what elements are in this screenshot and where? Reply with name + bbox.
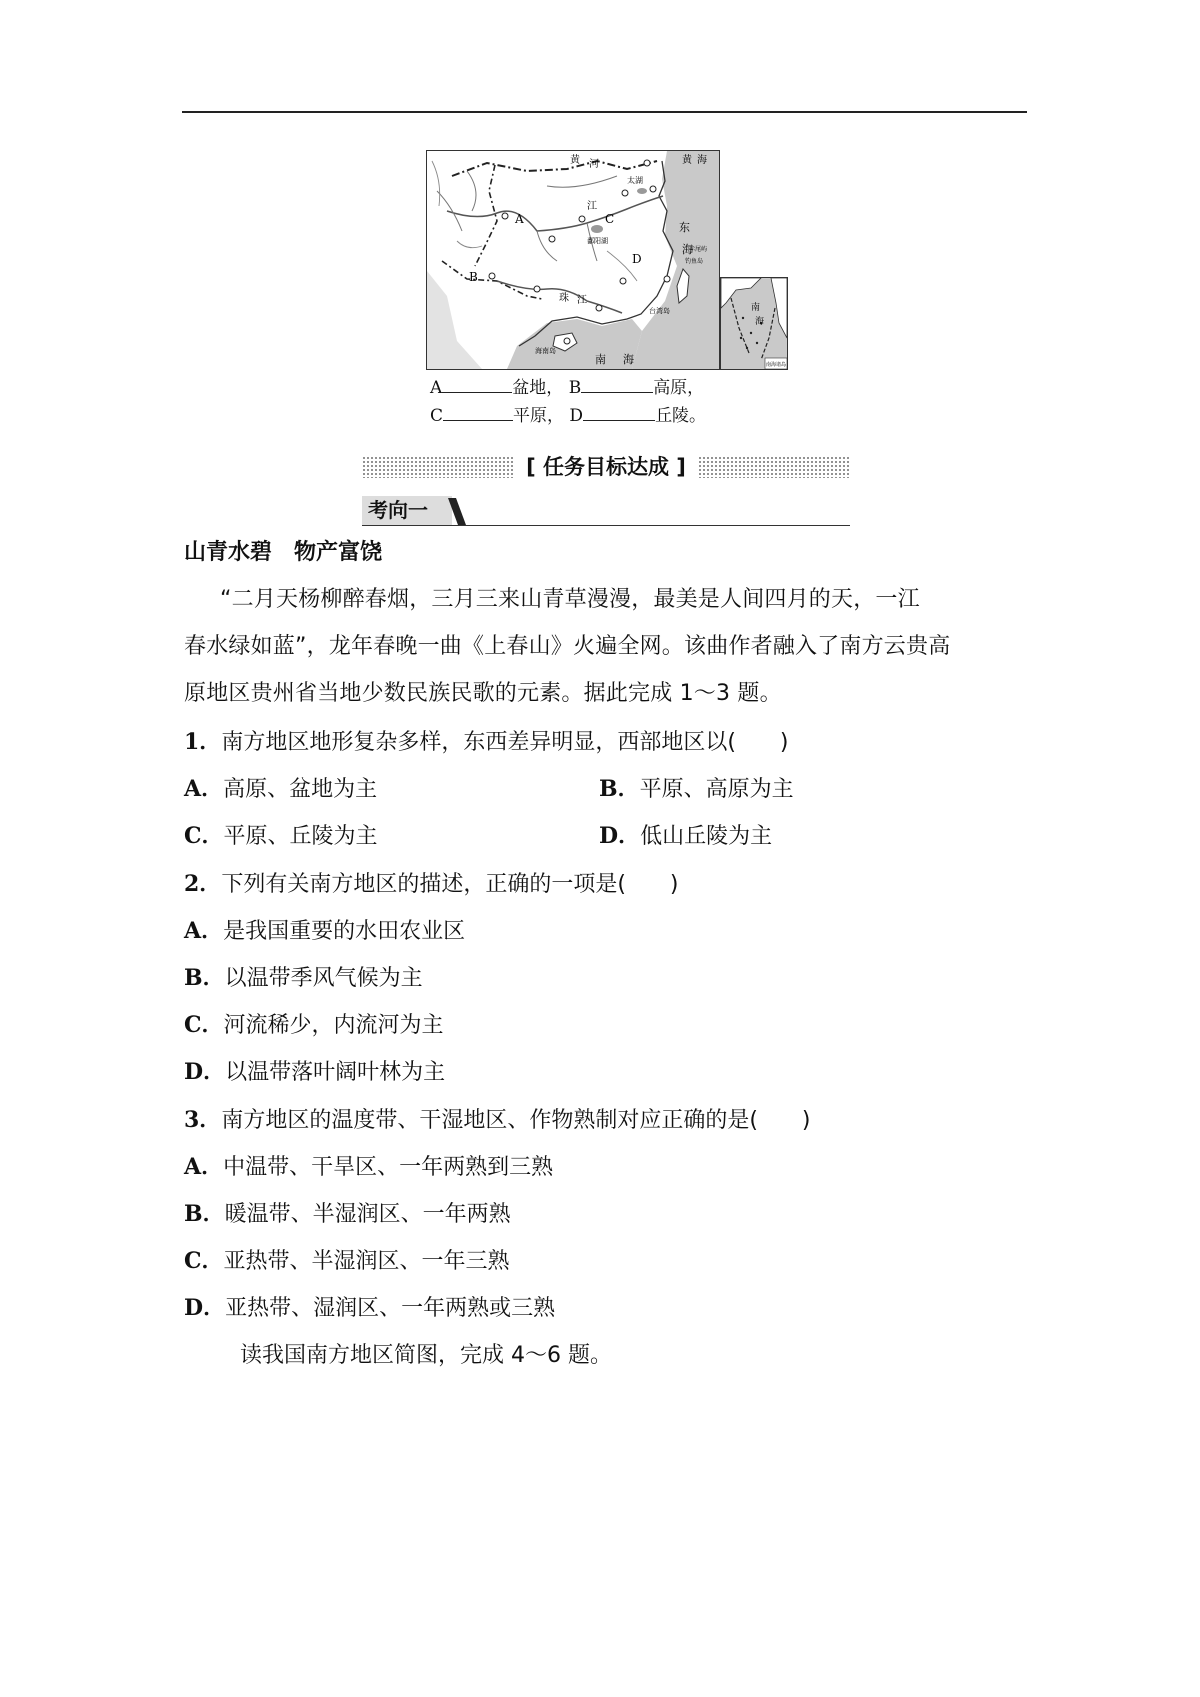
city-marker xyxy=(620,278,626,284)
hai-label: 海 xyxy=(697,155,707,166)
question-1-option-d[interactable]: D．低山丘陵为主 xyxy=(599,823,773,849)
question-3-option-d[interactable]: D．亚热带、湿润区、一年两熟或三熟 xyxy=(184,1295,556,1321)
city-marker xyxy=(650,186,656,192)
donghai-label: 东 xyxy=(679,221,690,234)
city-marker xyxy=(596,305,602,311)
answer-blank-b[interactable] xyxy=(581,376,653,393)
taiwan-label: 台湾岛 xyxy=(649,307,670,315)
question-2-option-d[interactable]: D．以温带落叶阔叶林为主 xyxy=(184,1059,446,1085)
huanghe-label: 黄 xyxy=(570,155,580,166)
city-marker xyxy=(502,213,508,219)
caption-b-suffix: 高原， xyxy=(653,378,705,398)
tai-lake xyxy=(637,188,647,194)
question-3-option-a[interactable]: A．中温带、干旱区、一年两熟到三熟 xyxy=(184,1154,554,1180)
chiwei-label: 赤尾屿 xyxy=(689,246,708,253)
southwest-boundary xyxy=(442,261,542,299)
closing-instruction: 读我国南方地区简图，完成 4～6 题。 xyxy=(240,1343,612,1368)
caption-a-suffix: 盆地， xyxy=(512,378,564,398)
caption-b-letter: B xyxy=(568,378,582,398)
map-svg xyxy=(427,151,719,369)
label-D: D xyxy=(632,252,642,266)
map-caption-line2 xyxy=(430,404,706,428)
question-1-option-c[interactable]: C．平原、丘陵为主 xyxy=(184,823,378,849)
caption-c-suffix: 平原， xyxy=(513,406,565,426)
intro-line-1: “二月天杨柳醉春烟，三月三来山青草漫漫，最美是人间四月的天，一江 xyxy=(220,587,920,612)
city-marker xyxy=(534,286,540,292)
question-number: 1． xyxy=(184,729,222,755)
section-title: 山青水碧 物产富饶 xyxy=(184,540,383,565)
header-rule xyxy=(182,111,1027,113)
question-text: 下列有关南方地区的描述，正确的一项是( ) xyxy=(221,872,679,897)
inset-hai-label: 海 xyxy=(755,317,765,327)
tab-label: 考向一 xyxy=(362,496,452,525)
donghai2-label: 海 xyxy=(682,243,693,256)
intro-line-2: 春水绿如蓝”，龙年春晚一曲《上春山》火遍全网。该曲作者融入了南方云贵高 xyxy=(184,634,951,659)
question-1-stem xyxy=(184,727,788,758)
poyanghu-label: 鄱阳湖 xyxy=(587,237,608,245)
caption-c-letter: C xyxy=(430,406,444,426)
label-A: A xyxy=(515,212,524,226)
caption-a-letter: A xyxy=(430,378,443,398)
city-marker xyxy=(489,273,495,279)
yangtze-river xyxy=(447,196,663,231)
label-C: C xyxy=(605,212,615,226)
question-2-option-c[interactable]: C．河流稀少，内流河为主 xyxy=(184,1012,444,1038)
section-banner xyxy=(362,452,850,482)
answer-blank-c[interactable] xyxy=(443,404,513,421)
banner-title: [ 任务目标达成 ] xyxy=(514,452,698,482)
inset-nan-label: 南 xyxy=(751,303,761,313)
hainan-label: 海南岛 xyxy=(535,347,556,355)
direction-tab xyxy=(362,496,850,526)
intro-line-3: 原地区贵州省当地少数民族民歌的元素。据此完成 1～3 题。 xyxy=(184,681,782,706)
label-B: B xyxy=(469,270,478,284)
map-caption-line1 xyxy=(430,376,704,400)
northern-boundary xyxy=(452,161,657,176)
question-3-stem xyxy=(184,1105,810,1136)
question-2-option-b[interactable]: B．以温带季风气候为主 xyxy=(184,965,423,991)
zhujiang-label: 珠 xyxy=(559,293,569,304)
zhujiang2-label: 江 xyxy=(577,295,587,306)
question-number: 2． xyxy=(184,871,222,897)
answer-blank-d[interactable] xyxy=(583,404,655,421)
question-number: 3． xyxy=(184,1107,222,1133)
banner-dots-left xyxy=(362,456,514,478)
western-area xyxy=(427,271,482,369)
nanhai-label: 南 xyxy=(595,353,606,366)
south-china-map xyxy=(426,150,720,370)
city-marker xyxy=(564,338,570,344)
city-marker xyxy=(549,236,555,242)
city-marker xyxy=(664,276,670,282)
south-china-sea-inset xyxy=(720,277,788,370)
question-2-option-a[interactable]: A．是我国重要的水田农业区 xyxy=(184,918,466,944)
city-marker xyxy=(579,216,585,222)
jiang-label: 江 xyxy=(587,201,597,212)
inset-svg xyxy=(721,278,787,369)
city-marker xyxy=(622,190,628,196)
answer-blank-a[interactable] xyxy=(442,376,512,393)
diaoyu-label: 钓鱼岛 xyxy=(685,258,704,265)
question-1-option-b[interactable]: B．平原、高原为主 xyxy=(599,776,794,802)
east-sea-area xyxy=(632,151,719,369)
he-label: 河 xyxy=(589,159,599,170)
caption-d-suffix: 丘陵。 xyxy=(655,406,707,426)
huanghai-label: 黄 xyxy=(682,155,692,166)
taihu-label: 太湖 xyxy=(627,176,643,185)
nanhai2-label: 海 xyxy=(623,353,634,366)
city-marker xyxy=(644,160,650,166)
question-3-option-c[interactable]: C．亚热带、半湿润区、一年三熟 xyxy=(184,1248,510,1274)
banner-dots-right xyxy=(698,456,850,478)
tab-slash-icon xyxy=(448,498,468,526)
question-1-option-a[interactable]: A．高原、盆地为主 xyxy=(184,776,378,802)
question-2-stem xyxy=(184,869,678,900)
caption-d-letter: D xyxy=(569,406,584,426)
question-3-option-b[interactable]: B．暖温带、半湿润区、一年两熟 xyxy=(184,1201,511,1227)
question-text: 南方地区的温度带、干湿地区、作物熟制对应正确的是( ) xyxy=(221,1108,811,1133)
question-text: 南方地区地形复杂多样，东西差异明显，西部地区以( ) xyxy=(221,730,789,755)
poyang-lake xyxy=(591,225,603,233)
inset-caption: 南海诸岛 xyxy=(766,362,787,368)
